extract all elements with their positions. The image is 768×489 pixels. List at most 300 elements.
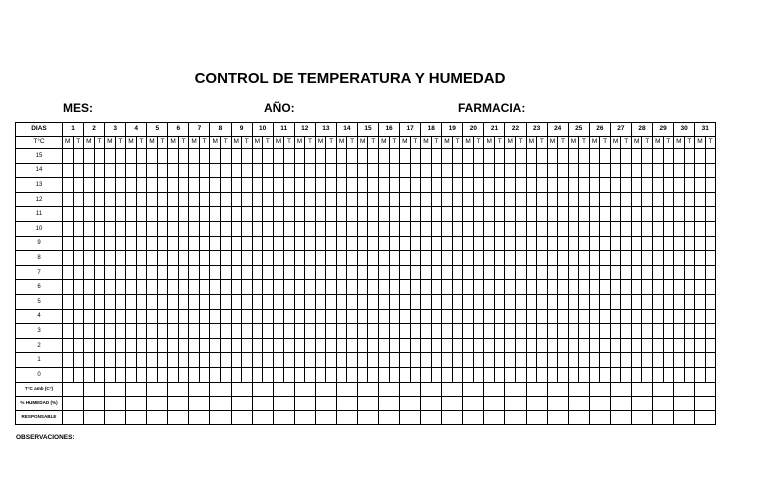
grid-cell[interactable] <box>558 163 569 178</box>
grid-cell[interactable] <box>126 236 137 251</box>
grid-cell[interactable] <box>189 178 200 193</box>
grid-cell[interactable] <box>147 207 158 222</box>
grid-cell[interactable] <box>157 163 168 178</box>
grid-cell[interactable] <box>94 324 105 339</box>
grid-cell[interactable] <box>315 309 326 324</box>
grid-cell[interactable] <box>178 192 189 207</box>
footer-cell[interactable] <box>357 410 378 424</box>
grid-cell[interactable] <box>421 192 432 207</box>
grid-cell[interactable] <box>463 221 474 236</box>
grid-cell[interactable] <box>547 265 558 280</box>
grid-cell[interactable] <box>516 265 527 280</box>
grid-cell[interactable] <box>263 265 274 280</box>
grid-cell[interactable] <box>199 338 210 353</box>
grid-cell[interactable] <box>199 236 210 251</box>
grid-cell[interactable] <box>494 324 505 339</box>
grid-cell[interactable] <box>695 192 706 207</box>
grid-cell[interactable] <box>284 251 295 266</box>
grid-cell[interactable] <box>642 367 653 382</box>
grid-cell[interactable] <box>157 178 168 193</box>
grid-cell[interactable] <box>220 367 231 382</box>
grid-cell[interactable] <box>621 192 632 207</box>
grid-cell[interactable] <box>473 251 484 266</box>
grid-cell[interactable] <box>684 367 695 382</box>
grid-cell[interactable] <box>473 236 484 251</box>
grid-cell[interactable] <box>252 280 263 295</box>
grid-cell[interactable] <box>357 309 368 324</box>
grid-cell[interactable] <box>431 265 442 280</box>
grid-cell[interactable] <box>537 236 548 251</box>
grid-cell[interactable] <box>621 265 632 280</box>
grid-cell[interactable] <box>579 280 590 295</box>
grid-cell[interactable] <box>473 192 484 207</box>
grid-cell[interactable] <box>568 309 579 324</box>
grid-cell[interactable] <box>431 338 442 353</box>
grid-cell[interactable] <box>684 324 695 339</box>
grid-cell[interactable] <box>421 178 432 193</box>
grid-cell[interactable] <box>389 221 400 236</box>
grid-cell[interactable] <box>452 251 463 266</box>
grid-cell[interactable] <box>674 178 685 193</box>
grid-cell[interactable] <box>357 149 368 164</box>
grid-cell[interactable] <box>442 309 453 324</box>
grid-cell[interactable] <box>94 338 105 353</box>
grid-cell[interactable] <box>347 221 358 236</box>
grid-cell[interactable] <box>73 265 84 280</box>
grid-cell[interactable] <box>400 294 411 309</box>
grid-cell[interactable] <box>136 221 147 236</box>
grid-cell[interactable] <box>284 294 295 309</box>
grid-cell[interactable] <box>73 324 84 339</box>
grid-cell[interactable] <box>63 163 74 178</box>
grid-cell[interactable] <box>263 294 274 309</box>
grid-cell[interactable] <box>199 221 210 236</box>
grid-cell[interactable] <box>63 367 74 382</box>
grid-cell[interactable] <box>368 207 379 222</box>
grid-cell[interactable] <box>368 236 379 251</box>
grid-cell[interactable] <box>231 265 242 280</box>
grid-cell[interactable] <box>526 338 537 353</box>
grid-cell[interactable] <box>589 149 600 164</box>
footer-cell[interactable] <box>189 410 210 424</box>
footer-cell[interactable] <box>63 396 84 410</box>
grid-cell[interactable] <box>263 149 274 164</box>
grid-cell[interactable] <box>558 192 569 207</box>
grid-cell[interactable] <box>305 178 316 193</box>
grid-cell[interactable] <box>568 251 579 266</box>
grid-cell[interactable] <box>484 163 495 178</box>
grid-cell[interactable] <box>452 178 463 193</box>
grid-cell[interactable] <box>315 294 326 309</box>
grid-cell[interactable] <box>136 353 147 368</box>
grid-cell[interactable] <box>473 265 484 280</box>
grid-cell[interactable] <box>705 207 716 222</box>
grid-cell[interactable] <box>94 353 105 368</box>
grid-cell[interactable] <box>642 221 653 236</box>
grid-cell[interactable] <box>242 265 253 280</box>
grid-cell[interactable] <box>526 178 537 193</box>
grid-cell[interactable] <box>357 221 368 236</box>
grid-cell[interactable] <box>199 324 210 339</box>
grid-cell[interactable] <box>463 309 474 324</box>
grid-cell[interactable] <box>284 149 295 164</box>
grid-cell[interactable] <box>199 353 210 368</box>
grid-cell[interactable] <box>189 149 200 164</box>
grid-cell[interactable] <box>400 207 411 222</box>
grid-cell[interactable] <box>463 163 474 178</box>
grid-cell[interactable] <box>695 163 706 178</box>
footer-cell[interactable] <box>695 410 716 424</box>
grid-cell[interactable] <box>705 251 716 266</box>
grid-cell[interactable] <box>242 309 253 324</box>
grid-cell[interactable] <box>178 265 189 280</box>
grid-cell[interactable] <box>326 192 337 207</box>
grid-cell[interactable] <box>210 294 221 309</box>
grid-cell[interactable] <box>400 309 411 324</box>
grid-cell[interactable] <box>568 294 579 309</box>
grid-cell[interactable] <box>547 353 558 368</box>
grid-cell[interactable] <box>705 353 716 368</box>
grid-cell[interactable] <box>63 309 74 324</box>
footer-cell[interactable] <box>400 382 421 396</box>
grid-cell[interactable] <box>537 338 548 353</box>
grid-cell[interactable] <box>610 309 621 324</box>
grid-cell[interactable] <box>347 294 358 309</box>
footer-cell[interactable] <box>252 410 273 424</box>
grid-cell[interactable] <box>463 178 474 193</box>
grid-cell[interactable] <box>357 251 368 266</box>
grid-cell[interactable] <box>484 192 495 207</box>
grid-cell[interactable] <box>368 163 379 178</box>
grid-cell[interactable] <box>579 265 590 280</box>
grid-cell[interactable] <box>347 251 358 266</box>
grid-cell[interactable] <box>73 192 84 207</box>
footer-cell[interactable] <box>400 396 421 410</box>
grid-cell[interactable] <box>410 221 421 236</box>
grid-cell[interactable] <box>589 280 600 295</box>
grid-cell[interactable] <box>442 163 453 178</box>
footer-cell[interactable] <box>610 410 631 424</box>
grid-cell[interactable] <box>199 309 210 324</box>
grid-cell[interactable] <box>115 149 126 164</box>
grid-cell[interactable] <box>126 353 137 368</box>
grid-cell[interactable] <box>231 221 242 236</box>
grid-cell[interactable] <box>252 353 263 368</box>
grid-cell[interactable] <box>600 294 611 309</box>
grid-cell[interactable] <box>600 178 611 193</box>
grid-cell[interactable] <box>210 221 221 236</box>
grid-cell[interactable] <box>484 265 495 280</box>
grid-cell[interactable] <box>505 221 516 236</box>
grid-cell[interactable] <box>126 221 137 236</box>
grid-cell[interactable] <box>189 236 200 251</box>
grid-cell[interactable] <box>231 324 242 339</box>
grid-cell[interactable] <box>305 149 316 164</box>
footer-cell[interactable] <box>674 396 695 410</box>
grid-cell[interactable] <box>610 236 621 251</box>
grid-cell[interactable] <box>421 280 432 295</box>
grid-cell[interactable] <box>484 221 495 236</box>
grid-cell[interactable] <box>547 309 558 324</box>
grid-cell[interactable] <box>294 324 305 339</box>
grid-cell[interactable] <box>115 265 126 280</box>
grid-cell[interactable] <box>315 236 326 251</box>
grid-cell[interactable] <box>105 192 116 207</box>
grid-cell[interactable] <box>368 192 379 207</box>
grid-cell[interactable] <box>442 338 453 353</box>
footer-cell[interactable] <box>126 382 147 396</box>
grid-cell[interactable] <box>389 324 400 339</box>
grid-cell[interactable] <box>642 149 653 164</box>
grid-cell[interactable] <box>126 207 137 222</box>
grid-cell[interactable] <box>389 265 400 280</box>
grid-cell[interactable] <box>421 149 432 164</box>
grid-cell[interactable] <box>231 207 242 222</box>
grid-cell[interactable] <box>631 265 642 280</box>
grid-cell[interactable] <box>168 236 179 251</box>
grid-cell[interactable] <box>431 280 442 295</box>
grid-cell[interactable] <box>210 353 221 368</box>
grid-cell[interactable] <box>442 251 453 266</box>
grid-cell[interactable] <box>94 207 105 222</box>
grid-cell[interactable] <box>94 309 105 324</box>
grid-cell[interactable] <box>642 294 653 309</box>
grid-cell[interactable] <box>326 149 337 164</box>
grid-cell[interactable] <box>284 236 295 251</box>
grid-cell[interactable] <box>231 309 242 324</box>
grid-cell[interactable] <box>431 192 442 207</box>
grid-cell[interactable] <box>178 338 189 353</box>
grid-cell[interactable] <box>505 280 516 295</box>
grid-cell[interactable] <box>579 149 590 164</box>
grid-cell[interactable] <box>242 236 253 251</box>
grid-cell[interactable] <box>252 236 263 251</box>
footer-cell[interactable] <box>126 410 147 424</box>
footer-cell[interactable] <box>147 396 168 410</box>
grid-cell[interactable] <box>84 367 95 382</box>
grid-cell[interactable] <box>63 353 74 368</box>
grid-cell[interactable] <box>147 265 158 280</box>
grid-cell[interactable] <box>347 207 358 222</box>
grid-cell[interactable] <box>410 149 421 164</box>
grid-cell[interactable] <box>252 221 263 236</box>
grid-cell[interactable] <box>589 309 600 324</box>
grid-cell[interactable] <box>494 309 505 324</box>
grid-cell[interactable] <box>84 265 95 280</box>
grid-cell[interactable] <box>642 338 653 353</box>
grid-cell[interactable] <box>284 163 295 178</box>
grid-cell[interactable] <box>579 367 590 382</box>
grid-cell[interactable] <box>463 192 474 207</box>
footer-cell[interactable] <box>168 410 189 424</box>
grid-cell[interactable] <box>73 207 84 222</box>
footer-cell[interactable] <box>294 410 315 424</box>
grid-cell[interactable] <box>473 280 484 295</box>
grid-cell[interactable] <box>547 236 558 251</box>
grid-cell[interactable] <box>621 294 632 309</box>
grid-cell[interactable] <box>484 309 495 324</box>
footer-cell[interactable] <box>484 382 505 396</box>
grid-cell[interactable] <box>284 324 295 339</box>
grid-cell[interactable] <box>473 207 484 222</box>
grid-cell[interactable] <box>473 178 484 193</box>
grid-cell[interactable] <box>189 221 200 236</box>
grid-cell[interactable] <box>294 236 305 251</box>
grid-cell[interactable] <box>610 324 621 339</box>
grid-cell[interactable] <box>315 251 326 266</box>
grid-cell[interactable] <box>621 221 632 236</box>
grid-cell[interactable] <box>431 163 442 178</box>
grid-cell[interactable] <box>653 294 664 309</box>
grid-cell[interactable] <box>589 178 600 193</box>
grid-cell[interactable] <box>178 251 189 266</box>
grid-cell[interactable] <box>379 178 390 193</box>
grid-cell[interactable] <box>663 280 674 295</box>
grid-cell[interactable] <box>263 163 274 178</box>
grid-cell[interactable] <box>199 207 210 222</box>
grid-cell[interactable] <box>326 367 337 382</box>
grid-cell[interactable] <box>84 178 95 193</box>
grid-cell[interactable] <box>410 251 421 266</box>
grid-cell[interactable] <box>94 294 105 309</box>
grid-cell[interactable] <box>663 265 674 280</box>
grid-cell[interactable] <box>273 338 284 353</box>
grid-cell[interactable] <box>421 221 432 236</box>
grid-cell[interactable] <box>705 149 716 164</box>
grid-cell[interactable] <box>73 221 84 236</box>
grid-cell[interactable] <box>684 280 695 295</box>
grid-cell[interactable] <box>157 265 168 280</box>
grid-cell[interactable] <box>357 207 368 222</box>
grid-cell[interactable] <box>600 192 611 207</box>
grid-cell[interactable] <box>263 367 274 382</box>
grid-cell[interactable] <box>537 163 548 178</box>
grid-cell[interactable] <box>94 265 105 280</box>
grid-cell[interactable] <box>400 236 411 251</box>
grid-cell[interactable] <box>105 367 116 382</box>
grid-cell[interactable] <box>294 294 305 309</box>
grid-cell[interactable] <box>705 280 716 295</box>
grid-cell[interactable] <box>631 207 642 222</box>
grid-cell[interactable] <box>178 221 189 236</box>
grid-cell[interactable] <box>252 207 263 222</box>
grid-cell[interactable] <box>463 236 474 251</box>
grid-cell[interactable] <box>136 294 147 309</box>
grid-cell[interactable] <box>115 178 126 193</box>
grid-cell[interactable] <box>695 149 706 164</box>
grid-cell[interactable] <box>210 367 221 382</box>
grid-cell[interactable] <box>126 324 137 339</box>
grid-cell[interactable] <box>136 309 147 324</box>
footer-cell[interactable] <box>231 410 252 424</box>
grid-cell[interactable] <box>305 324 316 339</box>
grid-cell[interactable] <box>73 178 84 193</box>
grid-cell[interactable] <box>653 353 664 368</box>
grid-cell[interactable] <box>400 338 411 353</box>
grid-cell[interactable] <box>73 338 84 353</box>
grid-cell[interactable] <box>537 178 548 193</box>
grid-cell[interactable] <box>558 265 569 280</box>
grid-cell[interactable] <box>157 353 168 368</box>
grid-cell[interactable] <box>463 353 474 368</box>
grid-cell[interactable] <box>210 207 221 222</box>
grid-cell[interactable] <box>326 178 337 193</box>
grid-cell[interactable] <box>105 338 116 353</box>
grid-cell[interactable] <box>421 265 432 280</box>
grid-cell[interactable] <box>653 163 664 178</box>
grid-cell[interactable] <box>558 236 569 251</box>
grid-cell[interactable] <box>568 353 579 368</box>
grid-cell[interactable] <box>684 149 695 164</box>
grid-cell[interactable] <box>115 251 126 266</box>
grid-cell[interactable] <box>452 309 463 324</box>
grid-cell[interactable] <box>357 192 368 207</box>
grid-cell[interactable] <box>526 221 537 236</box>
footer-cell[interactable] <box>631 410 652 424</box>
grid-cell[interactable] <box>484 280 495 295</box>
footer-cell[interactable] <box>547 382 568 396</box>
grid-cell[interactable] <box>547 163 558 178</box>
grid-cell[interactable] <box>147 324 158 339</box>
grid-cell[interactable] <box>284 192 295 207</box>
grid-cell[interactable] <box>357 367 368 382</box>
grid-cell[interactable] <box>252 163 263 178</box>
grid-cell[interactable] <box>442 353 453 368</box>
grid-cell[interactable] <box>210 192 221 207</box>
grid-cell[interactable] <box>336 207 347 222</box>
grid-cell[interactable] <box>105 294 116 309</box>
footer-cell[interactable] <box>84 382 105 396</box>
grid-cell[interactable] <box>579 221 590 236</box>
grid-cell[interactable] <box>242 338 253 353</box>
grid-cell[interactable] <box>305 353 316 368</box>
footer-cell[interactable] <box>252 382 273 396</box>
grid-cell[interactable] <box>505 338 516 353</box>
grid-cell[interactable] <box>357 294 368 309</box>
grid-cell[interactable] <box>379 353 390 368</box>
grid-cell[interactable] <box>315 324 326 339</box>
grid-cell[interactable] <box>547 207 558 222</box>
grid-cell[interactable] <box>336 353 347 368</box>
grid-cell[interactable] <box>178 324 189 339</box>
grid-cell[interactable] <box>199 149 210 164</box>
grid-cell[interactable] <box>589 265 600 280</box>
grid-cell[interactable] <box>684 163 695 178</box>
grid-cell[interactable] <box>305 338 316 353</box>
grid-cell[interactable] <box>315 367 326 382</box>
grid-cell[interactable] <box>178 353 189 368</box>
grid-cell[interactable] <box>347 309 358 324</box>
grid-cell[interactable] <box>231 251 242 266</box>
footer-cell[interactable] <box>547 410 568 424</box>
grid-cell[interactable] <box>284 367 295 382</box>
grid-cell[interactable] <box>526 265 537 280</box>
footer-cell[interactable] <box>189 382 210 396</box>
grid-cell[interactable] <box>368 338 379 353</box>
grid-cell[interactable] <box>431 367 442 382</box>
grid-cell[interactable] <box>347 353 358 368</box>
grid-cell[interactable] <box>695 338 706 353</box>
grid-cell[interactable] <box>653 324 664 339</box>
grid-cell[interactable] <box>558 207 569 222</box>
grid-cell[interactable] <box>705 221 716 236</box>
grid-cell[interactable] <box>315 178 326 193</box>
grid-cell[interactable] <box>442 192 453 207</box>
grid-cell[interactable] <box>263 192 274 207</box>
grid-cell[interactable] <box>389 192 400 207</box>
grid-cell[interactable] <box>168 221 179 236</box>
grid-cell[interactable] <box>442 265 453 280</box>
